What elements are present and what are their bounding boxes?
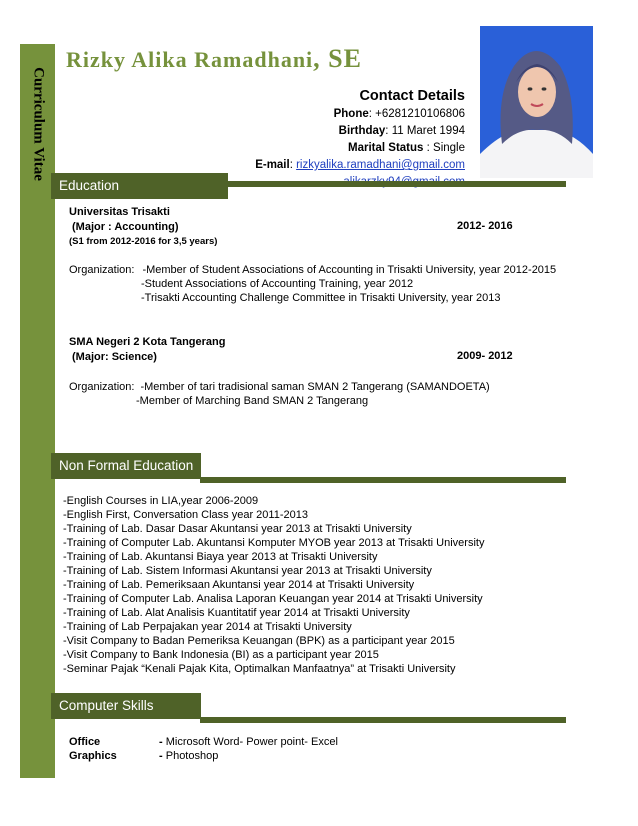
computer-skills-rule — [200, 717, 566, 723]
sidebar-label: Curriculum Vitae — [30, 67, 46, 181]
edu-2-org-item: -Member of Marching Band SMAN 2 Tangerang — [136, 395, 369, 407]
list-item: -Seminar Pajak “Kenali Pajak Kita, Optimalkan Manfaatnya” at Trisakti University — [63, 663, 456, 675]
edu-2-org-item: -Member of tari tradisional saman SMAN 2 Tangerang (SAMANDOETA) — [140, 381, 490, 393]
edu-1-org-item: -Student Associations of Accounting Training, year 2012 — [141, 278, 414, 290]
edu-1-org-item: -Trisakti Accounting Challenge Committee in Trisakti University, year 2013 — [141, 292, 501, 304]
edu-1-org-item: -Member of Student Associations of Accounting in Trisakti University, year 2012-2015 — [142, 264, 557, 276]
name-text: Rizky Alika Ramadhani — [66, 47, 314, 72]
email-line: E-mail: rizkyalika.ramadhani@gmail.com — [255, 159, 465, 171]
skill-label: Graphics — [69, 750, 117, 762]
edu-1-org-label: Organization: — [69, 264, 135, 276]
computer-skills-heading: Computer Skills — [51, 693, 201, 719]
edu-2-major: (Major: Science) — [72, 351, 157, 363]
computer-skills-list — [69, 735, 338, 763]
list-item: -Training of Lab. Sistem Informasi Akuntansi year 2013 at Trisakti University — [63, 565, 432, 577]
education-rule — [220, 181, 566, 187]
list-item: -Visit Company to Badan Pemeriksa Keuangan (BPK) as a participant year 2015 — [63, 635, 455, 647]
non-formal-rule — [200, 477, 566, 483]
list-item: -Training of Computer Lab. Akuntansi Komputer MYOB year 2013 at Trisakti University — [63, 537, 485, 549]
email-link-1[interactable]: rizkyalika.ramadhani@gmail.com — [296, 159, 465, 171]
skill-value: Microsoft Word- Power point- Excel — [165, 736, 338, 748]
profile-photo — [480, 26, 593, 178]
edu-1-years: 2012- 2016 — [457, 220, 513, 232]
edu-entry-2 — [69, 335, 225, 364]
marital-value: Single — [433, 142, 465, 154]
non-formal-list — [63, 494, 484, 676]
skill-value: Photoshop — [165, 750, 219, 762]
edu-1-organization — [69, 263, 556, 305]
phone-value: +6281210106806 — [375, 108, 465, 120]
sidebar-label-box — [20, 44, 55, 204]
list-item: -English Courses in LIA,year 2006-2009 — [63, 495, 259, 507]
edu-2-organization — [69, 380, 490, 408]
list-item: -Training of Computer Lab. Analisa Laporan Keuangan year 2014 at Trisakti University — [63, 593, 483, 605]
email-label: E-mail — [255, 159, 290, 171]
edu-1-note: (S1 from 2012-2016 for 3,5 years) — [69, 236, 218, 247]
list-item: -Visit Company to Bank Indonesia (BI) as a participant year 2015 — [63, 649, 379, 661]
edu-2-org-label: Organization: — [69, 381, 135, 393]
name-suffix: , SE — [313, 44, 362, 73]
marital-line: Marital Status : Single — [348, 142, 465, 154]
contact-details — [255, 86, 465, 191]
candidate-name — [66, 44, 362, 74]
edu-2-years: 2009- 2012 — [457, 350, 513, 362]
profile-photo-illustration — [480, 26, 593, 178]
list-item: -Training of Lab. Akuntansi Biaya year 2013 at Trisakti University — [63, 551, 378, 563]
birthday-value: 11 Maret 1994 — [391, 125, 465, 137]
skill-row: Graphics - Photoshop — [69, 750, 219, 762]
list-item: -Training of Lab. Dasar Dasar Akuntansi year 2013 at Trisakti University — [63, 523, 412, 535]
education-heading: Education — [51, 173, 228, 199]
list-item: -Training of Lab. Alat Analisis Kuantitatif year 2014 at Trisakti University — [63, 607, 410, 619]
edu-1-school: Universitas Trisakti — [69, 206, 170, 218]
list-item: -Training of Lab. Pemeriksaan Akuntansi year 2014 at Trisakti University — [63, 579, 415, 591]
non-formal-heading: Non Formal Education — [51, 453, 201, 479]
contact-heading: Contact Details — [359, 88, 465, 104]
skill-label: Office — [69, 736, 101, 748]
edu-entry-1 — [69, 205, 217, 249]
phone-label: Phone — [333, 108, 369, 120]
birthday-label: Birthday — [338, 125, 386, 137]
phone-line: Phone: +6281210106806 — [333, 108, 465, 120]
birthday-line: Birthday: 11 Maret 1994 — [338, 125, 465, 137]
edu-1-major: (Major : Accounting) — [72, 221, 179, 233]
list-item: -English First, Conversation Class year 2011-2013 — [63, 509, 308, 521]
list-item: -Training of Lab Perpajakan year 2014 at Trisakti University — [63, 621, 352, 633]
marital-label: Marital Status — [348, 142, 424, 154]
edu-2-school: SMA Negeri 2 Kota Tangerang — [69, 336, 226, 348]
skill-row: Office - Microsoft Word- Power point- Excel — [69, 736, 338, 748]
